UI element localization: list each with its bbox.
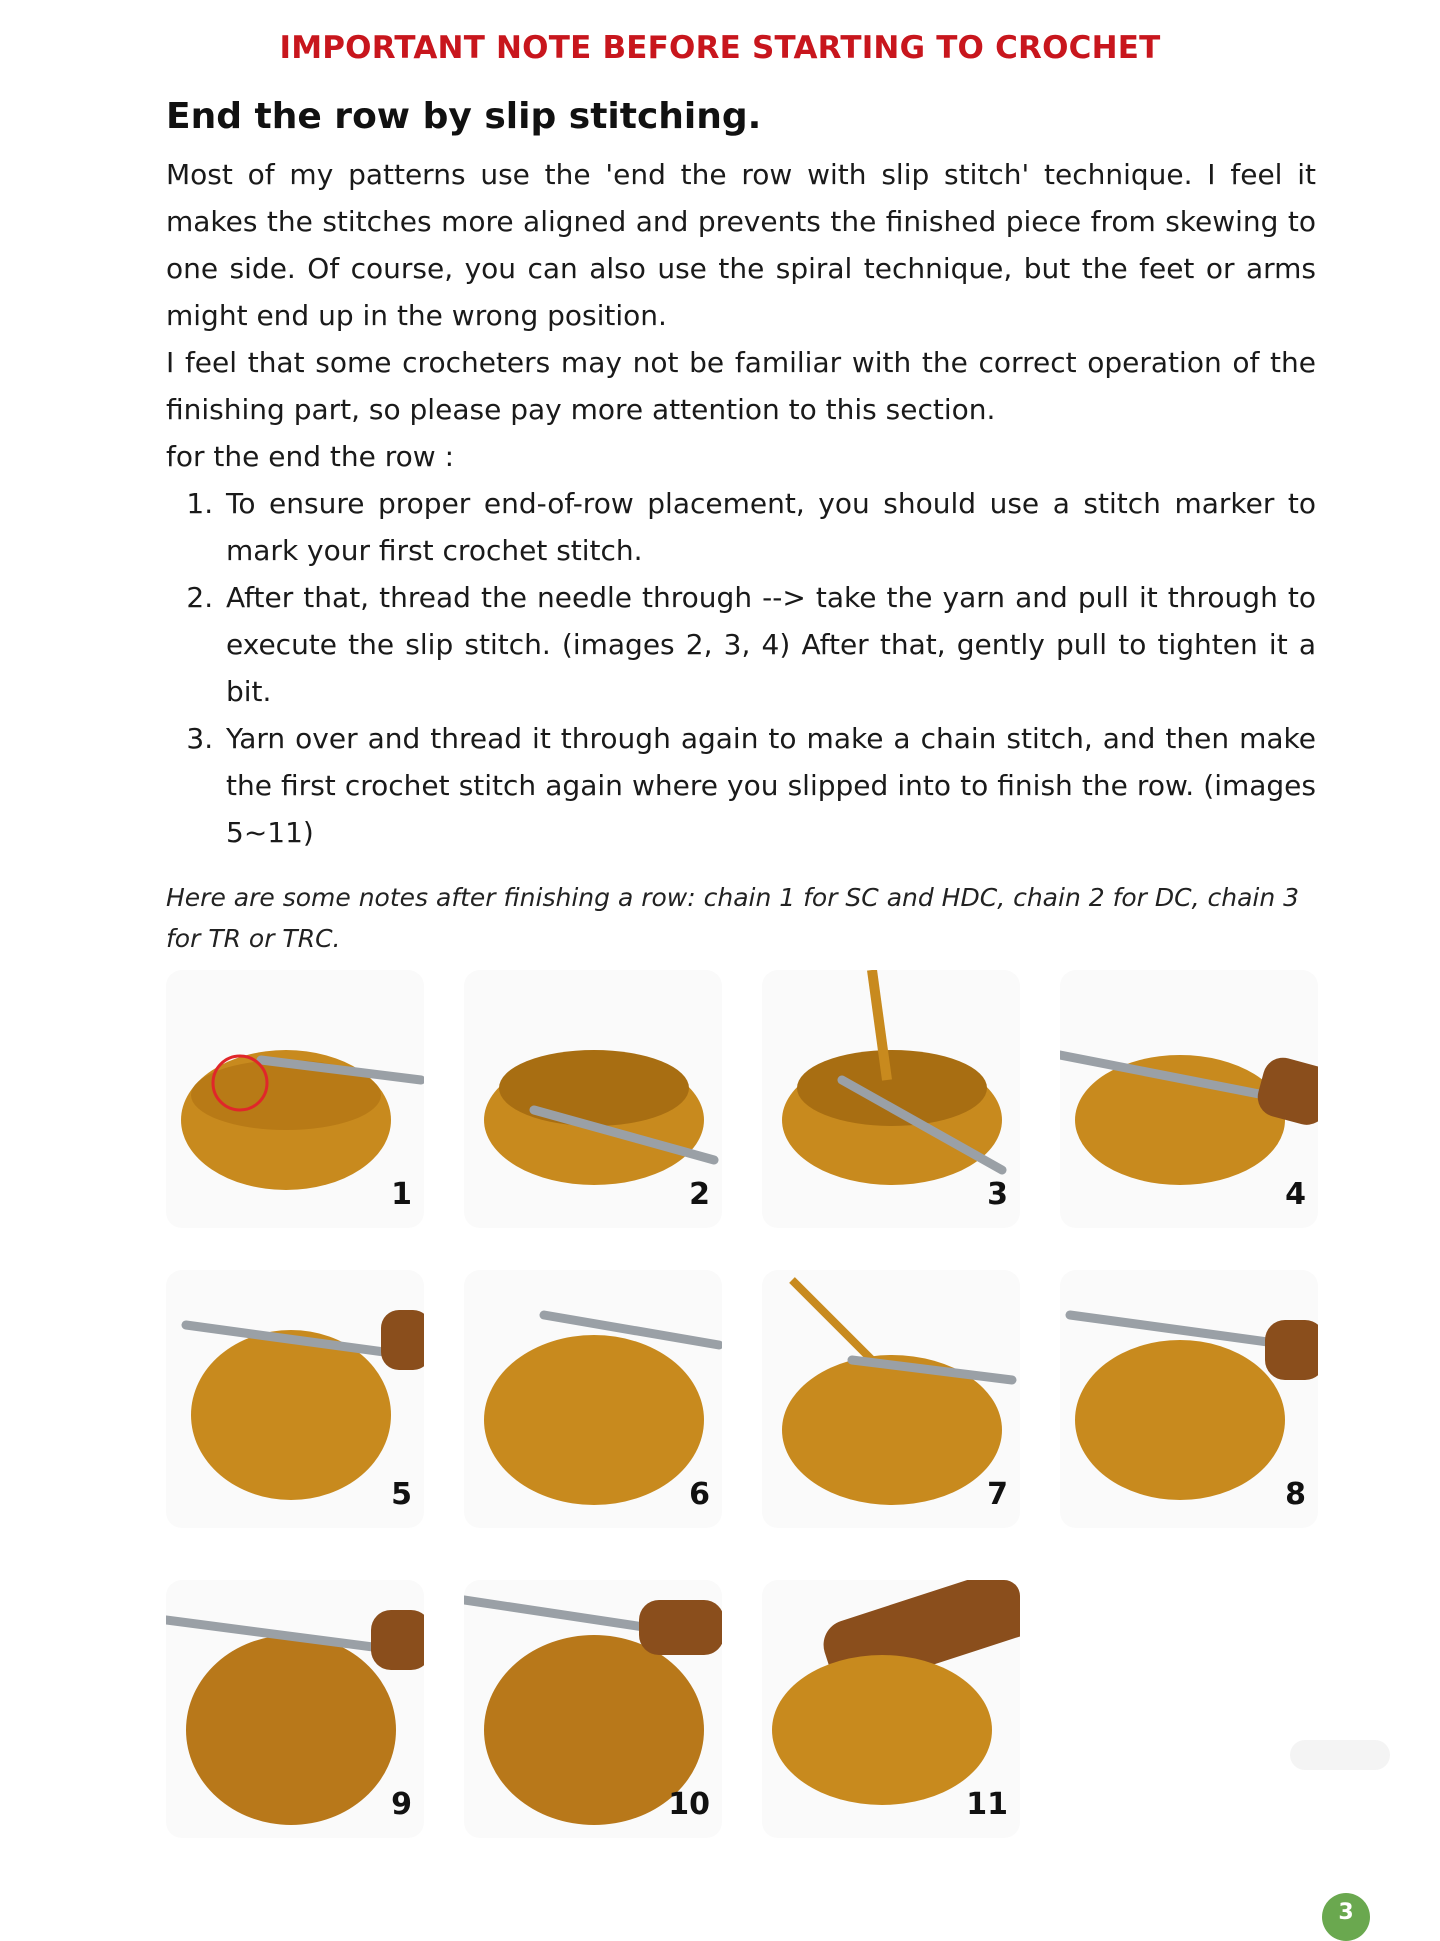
crochet-photo-image — [1060, 970, 1318, 1228]
step-item: 1. To ensure proper end-of-row placement, you should use a stitch marker to mark your first crochet stitch. — [222, 480, 1316, 574]
section-body — [166, 151, 1316, 856]
photo-number: 4 — [1285, 1177, 1306, 1212]
crochet-photo-image — [762, 1270, 1020, 1528]
step-photo-5 — [166, 1270, 424, 1528]
page-number-badge: 3 — [1322, 1893, 1370, 1941]
watermark-logo — [1290, 1740, 1390, 1770]
crochet-photo-image — [166, 1270, 424, 1528]
crochet-photo-image — [464, 970, 722, 1228]
step-photo-6 — [464, 1270, 722, 1528]
crochet-photo-image — [1060, 1270, 1318, 1528]
crochet-photo-image — [166, 1580, 424, 1838]
step-photo-9 — [166, 1580, 424, 1838]
photo-number: 3 — [987, 1177, 1008, 1212]
photo-number: 6 — [689, 1477, 710, 1512]
photo-number: 8 — [1285, 1477, 1306, 1512]
step-photo-4 — [1060, 970, 1318, 1228]
step-item: 3. Yarn over and thread it through again to make a chain stitch, and then make the first crochet stitch again where you slipped into to finish the row. (images 5~11) — [222, 715, 1316, 856]
photo-number: 2 — [689, 1177, 710, 1212]
crochet-photo-image — [762, 970, 1020, 1228]
paragraph-intro: Most of my patterns use the 'end the row with slip stitch' technique. I feel it makes the stitches more aligned and prevents the finished piece from skewing to one side. Of course, you can also use the spiral technique, but the feet or arms might end up in the wrong position. — [166, 158, 1316, 332]
photo-number: 10 — [668, 1787, 710, 1822]
paragraph-attention: I feel that some crocheters may not be familiar with the correct operation of the finishing part, so please pay more attention to this section. — [166, 346, 1316, 426]
page-header-title: IMPORTANT NOTE BEFORE STARTING TO CROCHET — [279, 30, 1161, 66]
step-photo-3 — [762, 970, 1020, 1228]
photo-number: 11 — [966, 1787, 1008, 1822]
row-finish-note: Here are some notes after finishing a row: chain 1 for SC and HDC, chain 2 for DC, chain 3 for TR or TRC. — [166, 883, 1300, 953]
step-photo-7 — [762, 1270, 1020, 1528]
step-photo-1 — [166, 970, 424, 1228]
section-heading: End the row by slip stitching. — [166, 96, 762, 137]
step-photo-2 — [464, 970, 722, 1228]
step-photo-8 — [1060, 1270, 1318, 1528]
photo-number: 5 — [391, 1477, 412, 1512]
steps-intro: for the end the row : — [166, 440, 455, 473]
photo-number: 1 — [391, 1177, 412, 1212]
step-item: 2. After that, thread the needle through --> take the yarn and pull it through to execute the slip stitch. (images 2, 3, 4) After that, gently pull to tighten it a bit. — [222, 574, 1316, 715]
photo-number: 9 — [391, 1787, 412, 1822]
steps-list — [166, 480, 1316, 856]
step-photo-11 — [762, 1580, 1020, 1838]
crochet-photo-image — [464, 1270, 722, 1528]
step-photo-10 — [464, 1580, 722, 1838]
crochet-photo-image — [166, 970, 424, 1228]
photo-number: 7 — [987, 1477, 1008, 1512]
